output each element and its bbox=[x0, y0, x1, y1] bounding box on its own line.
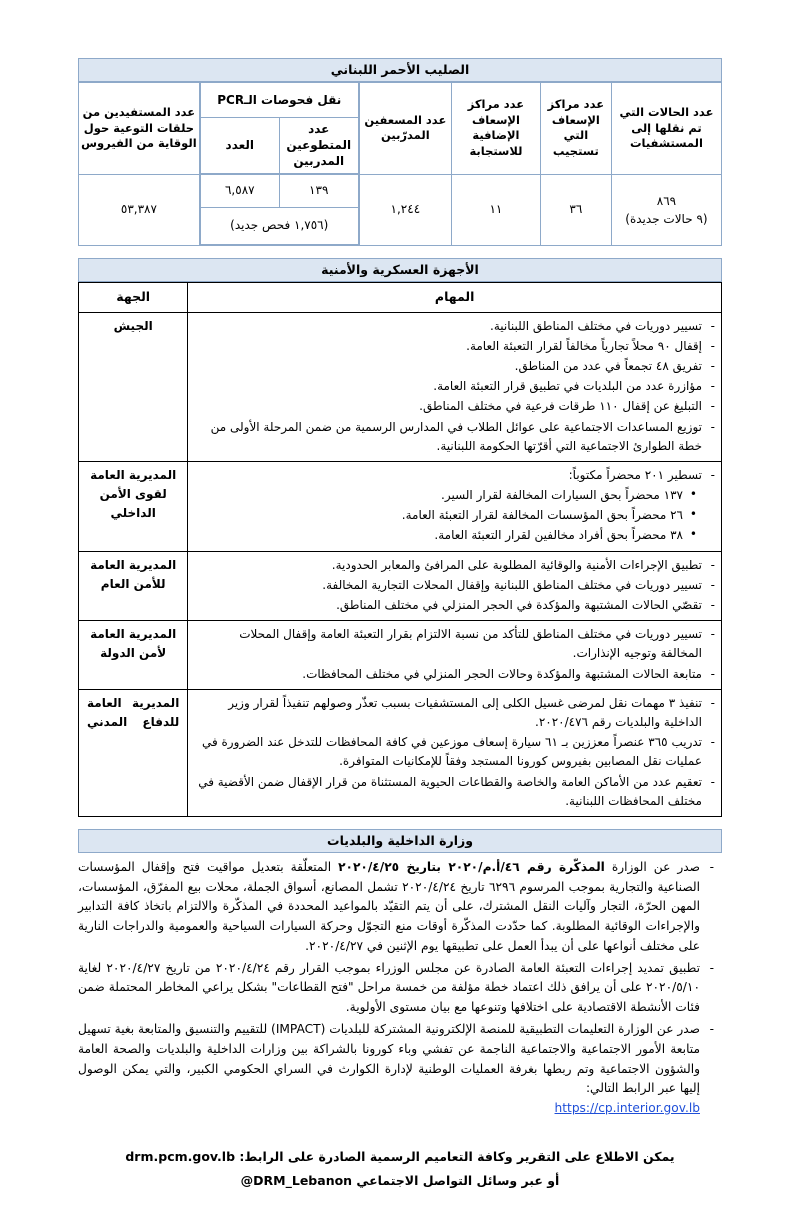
military-row-entity: المديرية العامة لقوى الأمن الداخلي bbox=[79, 461, 188, 551]
ministry-bullet-text-cont: المتعلّقة بتعديل مواقيت فتح وإقفال المؤسسات الصناعية والتجارية بموجب المرسوم ٦٢٩٦ تاريخ ٢٠٢٠/٤/٢٤ تشمل المصانع، أسواق الجملة، محلات بيع المفرّق، المؤسسات، المهن الحرّة، التجار وآليات النقل المشترك، على أن يتم التقيّد بالمواعيد المحددة في المذكّرة والالتزام باتخاذ كافة التدابير والإجراءات الوقائية المطلوبة. كما حدّدت المذكّرة أوقات منع التجوّل وحركة السيارات السياحية والعمومية والدراجات النارية على مختلف أنواعها على أن يبدأ العمل على تطبيقها يوم الإثنين في ٢٠٢٠/٤/٢٧. bbox=[78, 859, 701, 953]
military-row-tasks bbox=[188, 689, 722, 816]
military-table bbox=[78, 282, 722, 817]
task-item: - تطبيق الإجراءات الأمنية والوقائية المطلوبة على المرافئ والمعابر الحدودية. bbox=[194, 556, 715, 575]
military-col-tasks: المهام bbox=[188, 282, 722, 312]
military-col-entity: الجهة bbox=[79, 282, 188, 312]
redcross-pcr-label: نقل فحوصات الـPCR bbox=[200, 83, 358, 118]
redcross-pcr-value-subtable bbox=[200, 175, 359, 245]
ministry-bullet-item bbox=[78, 858, 722, 957]
military-header-row bbox=[79, 282, 722, 312]
task-item: - تدريب ٣٦٥ عنصراً معززين بـ ٦١ سيارة إسعاف موزعين في كافة المحافظات للتدخل عند الضرورة في عمليات نقل المصابين بفيروس كورونا المستجد وفقاً للإمكانيات المتوافرة. bbox=[194, 733, 715, 771]
redcross-value-pcr-count: ٦,٥٨٧ bbox=[200, 175, 279, 208]
redcross-value-cases-note: (٩ حالات جديدة) bbox=[625, 211, 708, 226]
ministry-bullet-text: صدر عن الوزارة التعليمات التطبيقية للمنصة الإلكترونية المشتركة للبلديات (IMPACT) للتقييم والتنسيق والمتابعة بغية تسهيل متابعة الأمور الاجتماعية والاجتماعية الناجمة عن تفشي وباء كورونا بالشراكة بين وزارات الداخلية والبلديات والصحة العامة والشؤون الاجتماعية وتم ربطها بغرفة العمليات الوطنية لإدارة الكوارث في السراي الحكومي الكبير، والتي يمكن الوصول إليها عبر الرابط التالي: bbox=[78, 1022, 700, 1096]
task-list bbox=[194, 694, 715, 811]
footer-line-1-text: يمكن الاطلاع على التقرير وكافة التعاميم الرسمية الصادرة على الرابط: bbox=[235, 1148, 675, 1164]
redcross-value-centers-additional: ١١ bbox=[452, 174, 541, 245]
document-footer bbox=[78, 1145, 722, 1193]
task-subitem: • ١٣٧ محضراً بحق السيارات المخالفة لقرار السير. bbox=[194, 486, 697, 505]
task-item: - تسطير ٢٠١ محضراً مكتوباً: bbox=[194, 466, 715, 485]
redcross-table bbox=[78, 82, 722, 246]
military-row-tasks bbox=[188, 621, 722, 690]
task-subitem: • ٣٨ محضراً بحق أفراد مخالفين لقرار التعبئة العامة. bbox=[194, 526, 697, 545]
redcross-pcr-sub-count: العدد bbox=[200, 118, 279, 174]
footer-line-2 bbox=[78, 1169, 722, 1193]
redcross-value-paramedics: ١,٢٤٤ bbox=[359, 174, 451, 245]
impact-platform-link[interactable]: https://cp.interior.gov.lb bbox=[554, 1101, 700, 1116]
ministry-bullets bbox=[78, 858, 722, 1119]
military-row bbox=[79, 461, 722, 551]
task-list bbox=[194, 556, 715, 616]
task-list bbox=[194, 625, 715, 684]
military-row-tasks bbox=[188, 461, 722, 551]
redcross-value-row bbox=[79, 174, 722, 245]
military-row-entity: المديرية العامة للدفاع المدني bbox=[79, 689, 188, 816]
military-row-tasks bbox=[188, 312, 722, 461]
ministry-section-title: وزارة الداخلية والبلديات bbox=[78, 829, 722, 853]
redcross-col-centers-responding: عدد مراكز الإسعاف التي تستجيب bbox=[540, 83, 611, 175]
ministry-bullet-text: تطبيق تمديد إجراءات التعبئة العامة الصادرة عن مجلس الوزراء بموجب القرار رقم ٢٠٢٠/٤/٢٤ من تاريخ ٢٠٢٠/٤/٢٧ لغاية ٢٠٢٠/٥/١٠ على أن يرافق ذلك اعتماد خطة مؤلفة من خمسة مراحل "فتح القطاعات" بشكل يراعي المخاطر المحتملة ضمن فئات الأنشطة الاقتصادية على اختلافها وتنوعها مع بيان مستوى الأولوية. bbox=[78, 960, 700, 1015]
task-list bbox=[194, 466, 715, 485]
task-list bbox=[194, 317, 715, 456]
redcross-value-pcr-volunteers: ١٣٩ bbox=[279, 175, 358, 208]
redcross-value-centers-responding: ٣٦ bbox=[540, 174, 611, 245]
task-item: - تفريق ٤٨ تجمعاً في عدد من المناطق. bbox=[194, 357, 715, 376]
ministry-bullet-item bbox=[78, 1020, 722, 1119]
task-item: - متابعة الحالات المشتبهة والمؤكدة وحالات الحجر المنزلي في مختلف المحافظات. bbox=[194, 665, 715, 684]
military-row-entity: المديرية العامة لأمن الدولة bbox=[79, 621, 188, 690]
military-row-entity: الجيش bbox=[79, 312, 188, 461]
task-item: - مؤازرة عدد من البلديات في تطبيق قرار التعبئة العامة. bbox=[194, 377, 715, 396]
military-row bbox=[79, 551, 722, 621]
redcross-section-title: الصليب الأحمر اللبناني bbox=[78, 58, 722, 82]
task-item: - تسيير دوريات في مختلف المناطق اللبنانية. bbox=[194, 317, 715, 336]
footer-line-1 bbox=[78, 1145, 722, 1169]
military-row bbox=[79, 621, 722, 690]
ministry-bullet-text: صدر عن الوزارة bbox=[604, 859, 700, 874]
task-item: - تسيير دوريات في مختلف المناطق للتأكد من نسبة الالتزام بقرار التعبئة العامة وإقفال المحلات المخالفة وتوجيه الإنذارات. bbox=[194, 625, 715, 663]
military-row-tasks bbox=[188, 551, 722, 621]
task-item: - تقصّي الحالات المشتبهة والمؤكدة في الحجر المنزلي في مختلف المناطق. bbox=[194, 596, 715, 615]
military-section-title: الأجهزة العسكرية والأمنية bbox=[78, 258, 722, 282]
redcross-col-awareness: عدد المستفيدين من حلقات التوعية حول الوقاية من الفيروس bbox=[79, 83, 200, 175]
redcross-pcr-subtable bbox=[200, 83, 359, 174]
redcross-col-paramedics: عدد المسعفين المدرّبين bbox=[359, 83, 451, 175]
redcross-value-cases-number: ٨٦٩ bbox=[656, 193, 677, 208]
redcross-value-pcr-note: (١,٧٥٦ فحص جديد) bbox=[200, 207, 358, 244]
redcross-value-pcr bbox=[199, 174, 359, 245]
task-item: - تسيير دوريات في مختلف المناطق اللبنانية وإقفال المحلات التجارية المخالفة. bbox=[194, 576, 715, 595]
military-row bbox=[79, 689, 722, 816]
redcross-value-cases bbox=[611, 174, 721, 245]
task-item: - تعقيم عدد من الأماكن العامة والخاصة والقطاعات الحيوية المستثناة من قرار الإقفال ضمن الأقضية في مختلف المحافظات اللبنانية. bbox=[194, 773, 715, 811]
task-subitem: • ٢٦ محضراً بحق المؤسسات المخالفة لقرار التعبئة العامة. bbox=[194, 506, 697, 525]
redcross-value-awareness: ٥٣,٣٨٧ bbox=[79, 174, 200, 245]
redcross-col-centers-additional: عدد مراكز الإسعاف الإضافية للاستجابة bbox=[452, 83, 541, 175]
military-table-body bbox=[79, 312, 722, 816]
task-item: - إقفال ٩٠ محلاً تجارياً مخالفاً لقرار التعبئة العامة. bbox=[194, 337, 715, 356]
military-row-entity: المديرية العامة للأمن العام bbox=[79, 551, 188, 621]
task-item: - تنفيذ ٣ مهمات نقل لمرضى غسيل الكلى إلى المستشفيات بسبب تعذّر وصولهم تنفيذاً لقرار وزير الداخلية والبلديات رقم ٢٠٢٠/٤٧٦. bbox=[194, 694, 715, 732]
footer-line-2-text: أو عبر وسائل التواصل الاجتماعي bbox=[352, 1172, 560, 1188]
task-item: - التبليغ عن إقفال ١١٠ طرقات فرعية في مختلف المناطق. bbox=[194, 397, 715, 416]
redcross-col-pcr bbox=[199, 83, 359, 175]
redcross-pcr-sub-volunteers: عدد المتطوعين المدربين bbox=[279, 118, 358, 174]
redcross-col-cases: عدد الحالات التي تم نقلها إلى المستشفيات bbox=[611, 83, 721, 175]
military-row bbox=[79, 312, 722, 461]
footer-report-link[interactable]: drm.pcm.gov.lb bbox=[125, 1148, 236, 1164]
task-item: - توزيع المساعدات الاجتماعية على عوائل الطلاب في المدارس الرسمية من ضمن المرحلة الأولى من خطة الطوارئ الاجتماعية التي أقرّتها الحكومة اللبنانية. bbox=[194, 418, 715, 456]
ministry-bullet-emphasis: المذكّرة رقم ٤٦/أ.م/٢٠٢٠ بتاريخ ٢٠٢٠/٤/٢٥ bbox=[338, 859, 605, 874]
redcross-header-row bbox=[79, 83, 722, 175]
ministry-bullet-item bbox=[78, 959, 722, 1018]
task-sublist bbox=[194, 486, 697, 546]
footer-social-handle: @DRM_Lebanon bbox=[240, 1172, 353, 1188]
